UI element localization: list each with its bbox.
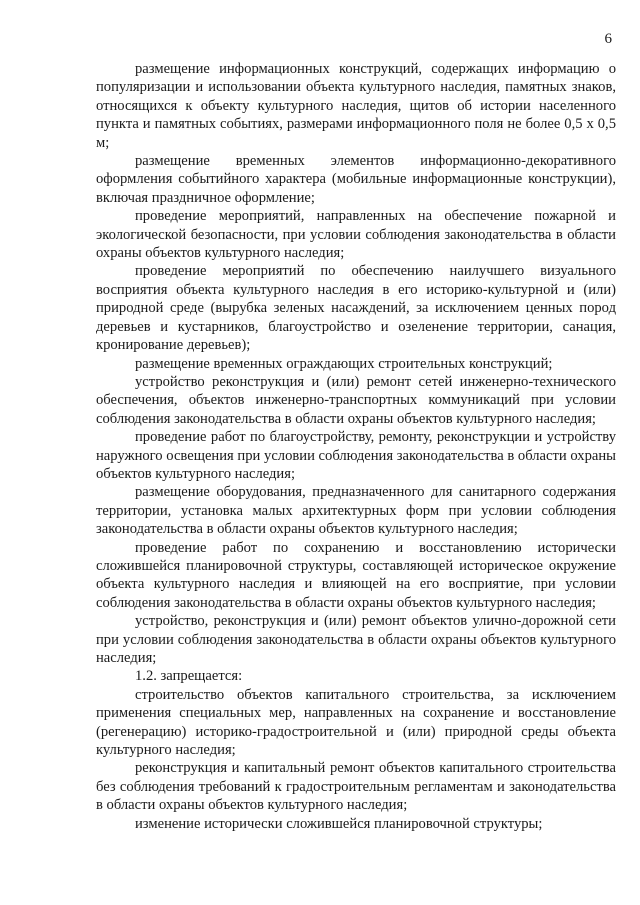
paragraph: проведение мероприятий по обеспечению наилучшего визуального восприятия объекта культурного наследия в его историко-культурной и (или) природной среде (вырубка зеленых насаждений, за исключением ценных пород деревьев и кустарников, благоустройство и озеленение территории, санация, кронирование деревьев); xyxy=(96,263,616,354)
paragraph: размещение временных ограждающих строительных конструкций; xyxy=(135,355,553,372)
paragraph: устройство реконструкция и (или) ремонт сетей инженерно-технического обеспечения, объектов инженерно-транспортных коммуникаций при условии соблюдения законодательства в области охраны объектов культурного наследия; xyxy=(96,373,616,427)
paragraph: реконструкция и капитальный ремонт объектов капитального строительства без соблюдения требований к градостроительным регламентам и законодательства в области охраны объектов культурного наследия; xyxy=(96,760,616,814)
paragraph: проведение работ по сохранению и восстановлению исторически сложившейся планировочной структуры, составляющей историческое окружение объекта культурного наследия и влияющей на его восприятие, при условии соблюдения законодательства в области охраны объектов культурного наследия; xyxy=(96,539,616,611)
paragraph: проведение работ по благоустройству, ремонту, реконструкции и устройству наружного освещения при условии соблюдения законодательства в области охраны объектов культурного наследия; xyxy=(96,429,616,482)
paragraph: строительство объектов капитального строительства, за исключением применения специальных мер, направленных на сохранение и восстановление (регенерацию) историко-градостроительной и (или) природной среды объекта культурного наследия; xyxy=(96,686,616,759)
paragraph: устройство, реконструкция и (или) ремонт объектов улично-дорожной сети при условии соблюдения законодательства в области охраны объектов культурного наследия; xyxy=(96,613,616,666)
section-heading: 1.2. запрещается: xyxy=(135,668,243,685)
paragraph: размещение информационных конструкций, содержащих информацию о популяризации и использовании объекта культурного наследия, памятных знаков, относящихся к объекту культурного наследия, щитов об истории населенного пункта и памятных событиях, размерами информационного поля не более 0,5 х 0,5 м; xyxy=(96,61,616,151)
paragraph: изменение исторически сложившейся планировочной структуры; xyxy=(135,815,543,832)
paragraph: проведение мероприятий, направленных на обеспечение пожарной и экологической безопасности, при условии соблюдения законодательства в области охраны объектов культурного наследия; xyxy=(96,208,616,262)
paragraph: размещение временных элементов информационно-декоративного оформления событийного характера (мобильные информационные конструкции), включая праздничное оформление; xyxy=(96,153,616,206)
paragraph: размещение оборудования, предназначенного для санитарного содержания территории, установка малых архитектурных форм при условии соблюдения законодательства в области охраны объектов культурного наследия; xyxy=(96,484,616,538)
document-body xyxy=(96,60,616,833)
page-number: 6 xyxy=(604,31,612,47)
